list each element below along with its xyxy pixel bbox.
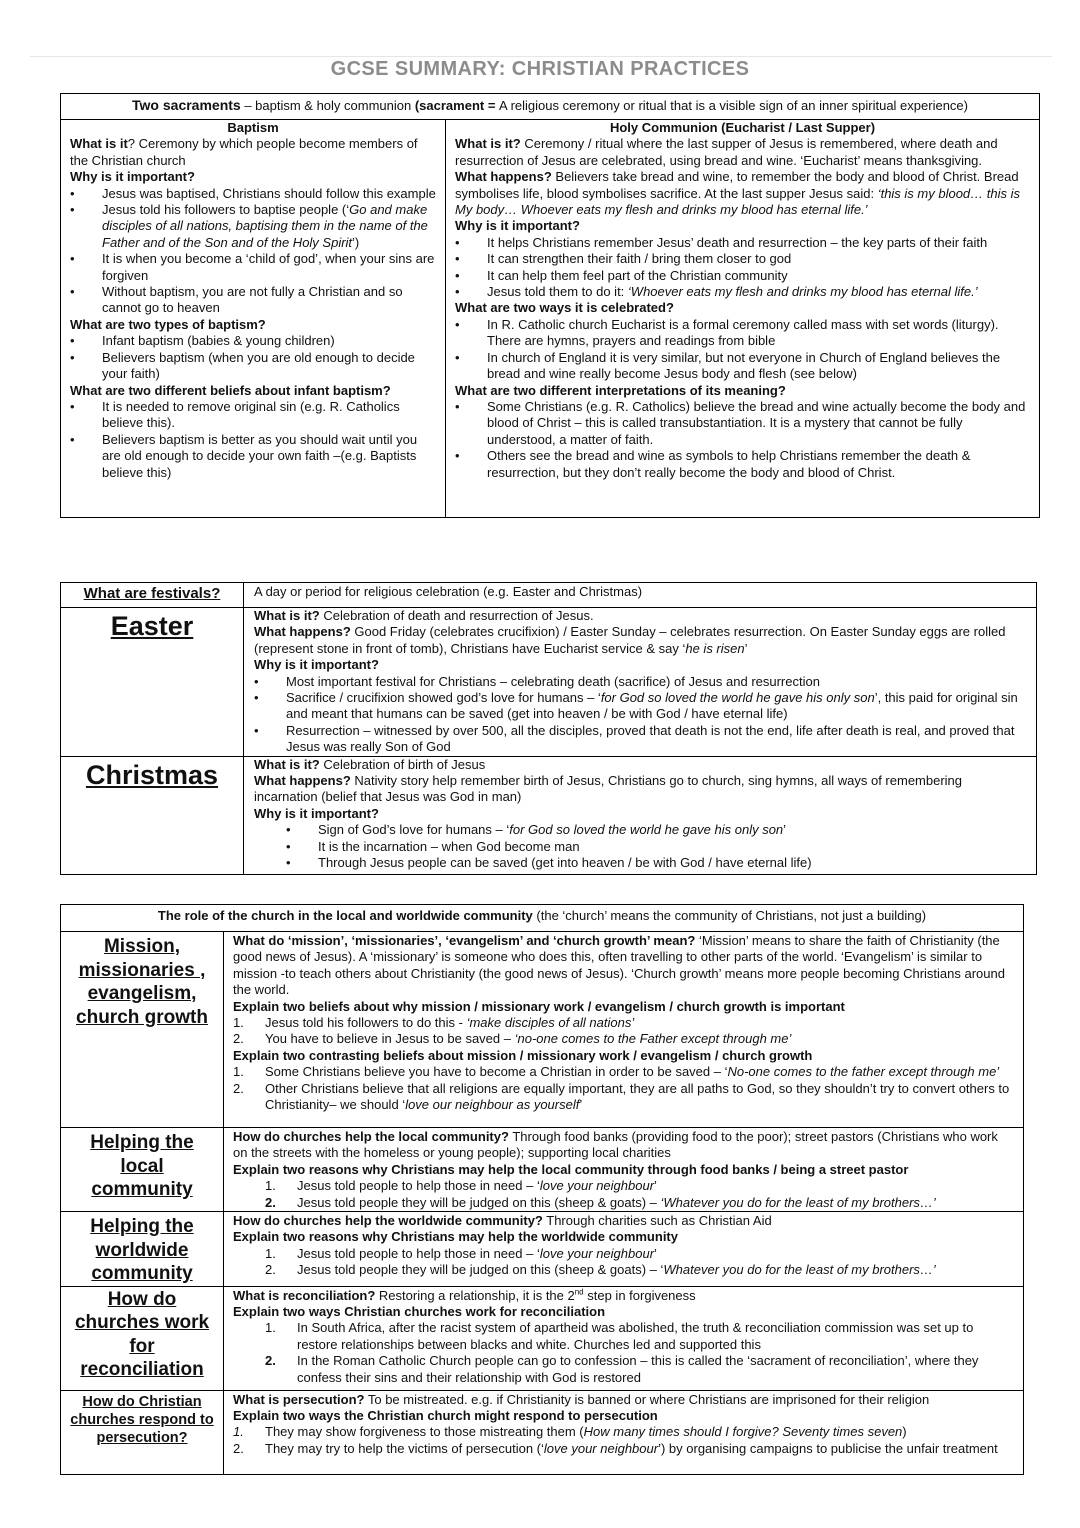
- mission-q1: What do ‘mission’, ‘missionaries’, ‘evangelism’ and ‘church growth’ mean?: [233, 933, 696, 948]
- baptism-what-q: What is it: [70, 136, 128, 152]
- persecution-name: How do Christian churches respond to persecution?: [70, 1393, 214, 1446]
- list-item-quote: How many times should I forgive? Seventy times seven: [583, 1424, 903, 1440]
- list-number: 1.: [233, 1424, 244, 1440]
- communion-ways-list: [455, 317, 1030, 383]
- list-item: • Others see the bread and wine as symbols to help Christians remember the death & resurrection, but they don’t really become the body and blood of Christ.: [455, 448, 1030, 481]
- worldwide-name-cell: [61, 1212, 224, 1287]
- list-item: [233, 1195, 1014, 1211]
- list-number: 2.: [233, 1080, 244, 1096]
- list-item-text-end: ): [902, 1424, 907, 1440]
- list-item-text: Jesus told his followers to baptise people (‘: [102, 202, 350, 218]
- list-item: • Infant baptism (babies & young children): [70, 333, 436, 349]
- christmas-what: [254, 757, 1026, 773]
- easter-cell: [244, 608, 1037, 757]
- list-number: 2.: [265, 1262, 276, 1278]
- festivals-label: What are festivals?: [83, 585, 221, 602]
- baptism-why-q: Why is it important?: [70, 169, 195, 185]
- persecution-q1: What is persecution?: [233, 1391, 365, 1407]
- list-item-quote: ‘make disciples of all nations’: [466, 1015, 635, 1031]
- persecution-what: [233, 1392, 1014, 1408]
- christmas-what-a: Celebration of birth of Jesus: [319, 756, 486, 772]
- local-q2: Explain two reasons why Christians may help the local community through food banks / being a street pastor: [233, 1161, 909, 1177]
- list-item: • Most important festival for Christians – celebrating death (sacrifice) of Jesus and resurrection: [254, 674, 1026, 690]
- christmas-why-q: Why is it important?: [254, 805, 379, 821]
- communion-ways-q: What are two ways it is celebrated?: [455, 300, 674, 316]
- reconciliation-q1: What is reconciliation?: [233, 1287, 376, 1303]
- local-name: Helping the local community: [90, 1132, 194, 1200]
- baptism-beliefs-q: What are two different beliefs about infant baptism?: [70, 382, 391, 398]
- communion-happens-quote: ‘this is my blood… this is My body… Whoever eats my flesh and drinks my blood has eternal life.’: [455, 185, 1021, 218]
- church-header-text: (the ‘church’ means the community of Christians, not just a building): [532, 908, 927, 923]
- list-item-text: Jesus was baptised, Christians should follow this example: [102, 185, 436, 201]
- list-item-quote: Go and make disciples of all nations, baptising them in the name of the Father and of the Son and of the Holy Spirit: [102, 202, 428, 250]
- reconciliation-a1-sup: nd: [574, 1287, 584, 1297]
- reconciliation-q2: Explain two ways Christian churches work for reconciliation: [233, 1303, 606, 1319]
- list-number: 2.: [265, 1194, 276, 1210]
- reconciliation-a1-end: step in forgiveness: [583, 1287, 696, 1303]
- easter-happens-quote: he is risen: [685, 640, 745, 656]
- list-item-quote: for God so loved the world he gave his only son: [509, 822, 784, 838]
- mission-name-cell: [61, 932, 224, 1128]
- list-item: [254, 822, 1026, 838]
- mission-list-2: [233, 1015, 1014, 1048]
- baptism-types-q: What are two types of baptism?: [70, 316, 266, 332]
- list-item-text: Jesus told his followers to do this -: [265, 1015, 467, 1031]
- list-item: [233, 1353, 1014, 1386]
- baptism-types-list: [70, 333, 436, 382]
- list-item-text-end: ’): [352, 234, 360, 250]
- persecution-name-cell: [61, 1390, 224, 1474]
- communion-why-list: [455, 235, 1030, 301]
- worldwide-q1: How do churches help the worldwide community?: [233, 1213, 543, 1229]
- baptism-cell: [61, 120, 446, 518]
- local-cell: [224, 1128, 1024, 1212]
- baptism-heading: Baptism: [227, 120, 279, 135]
- list-item-text: They may show forgiveness to those mistreating them (: [265, 1424, 584, 1440]
- list-item: • It helps Christians remember Jesus’ death and resurrection – the key parts of their faith: [455, 235, 1030, 251]
- list-item-text: Sacrifice / crucifixion showed god’s love for humans – ‘: [286, 690, 601, 706]
- baptism-what-q-mark: ?: [127, 136, 136, 152]
- list-item-text-end: ’: [579, 1097, 583, 1113]
- list-number: 2.: [233, 1031, 244, 1047]
- list-item-text-end: ’, this paid for original sin and meant that humans can be saved (get into heaven / be with God / have eternal life): [286, 690, 1018, 722]
- persecution-cell: [224, 1390, 1024, 1474]
- top-rule: [30, 56, 1052, 57]
- local-list: [233, 1178, 1014, 1211]
- christmas-name-cell: [61, 756, 244, 874]
- list-item-quote: love your neighbour: [543, 1440, 659, 1456]
- list-item: • Believers baptism (when you are old enough to decide your faith): [70, 350, 436, 383]
- baptism-what: [70, 136, 436, 169]
- list-item: • It can help them feel part of the Christian community: [455, 268, 1030, 284]
- communion-why-q: Why is it important?: [455, 218, 580, 234]
- list-item-text-end: ’) by organising campaigns to publicise the unfair treatment: [658, 1440, 998, 1456]
- list-item-text: Jesus told people to help those in need – ‘: [297, 1178, 540, 1194]
- list-item-text: Without baptism, you are not fully a Christian and so cannot go to heaven: [102, 284, 403, 316]
- list-item: • It is needed to remove original sin (e.g. R. Catholics believe this).: [70, 399, 436, 432]
- list-item-text: Jesus told people they will be judged on this (sheep & goats) – ‘: [297, 1262, 664, 1278]
- list-item: • It can strengthen their faith / bring them closer to god: [455, 251, 1030, 267]
- christmas-happens-q: What happens?: [254, 773, 351, 789]
- list-item: [254, 690, 1026, 723]
- easter-what-q: What is it?: [254, 608, 320, 623]
- christmas-happens-a: Nativity story help remember birth of Jesus, Christians go to church, sing hymns, all ways of remembering incarnation (belief that Jesus was God in man): [254, 773, 963, 805]
- baptism-what-a: Ceremony by which people become members of the Christian church: [70, 136, 418, 168]
- list-item-text: Jesus told people to help those in need – ‘: [297, 1245, 540, 1261]
- persecution-a1: To be mistreated. e.g. if Christianity is banned or where Christians are imprisoned for their religion: [364, 1391, 930, 1407]
- communion-heading: Holy Communion (Eucharist / Last Supper): [609, 120, 876, 135]
- list-number: 1.: [265, 1320, 276, 1336]
- list-item-quote: ‘no-one comes to the Father except through me’: [514, 1031, 792, 1047]
- list-number: 1.: [233, 1015, 244, 1031]
- baptism-beliefs-list: [70, 399, 436, 481]
- communion-happens-a: Believers take bread and wine, to remember the body and blood of Christ. Bread symbolises life, blood symbolises sacrifice. At the last supper Jesus said:: [455, 169, 1019, 201]
- reconciliation-name-cell: [61, 1286, 224, 1390]
- worldwide-a1: Through charities such as Christian Aid: [542, 1213, 772, 1229]
- christmas-cell: [244, 756, 1037, 874]
- list-item-quote: love your neighbour: [539, 1178, 655, 1194]
- christmas-what-q: What is it?: [254, 756, 320, 772]
- communion-happens-q: What happens?: [455, 169, 552, 185]
- sacraments-header-title: Two sacraments: [132, 97, 241, 113]
- easter-happens-end: ’: [744, 640, 748, 656]
- church-role-table: [60, 904, 1024, 1475]
- list-item: [70, 186, 436, 202]
- christmas-why-list: [254, 822, 1026, 871]
- list-item-quote: ‘Whoever eats my flesh and drinks my blood has eternal life.’: [627, 284, 978, 300]
- list-item: • Believers baptism is better as you should wait until you are old enough to decide your own faith –(e.g. Baptists believe this): [70, 432, 436, 481]
- mission-meaning: [233, 933, 1014, 999]
- persecution-q2: Explain two ways the Christian church might respond to persecution: [233, 1407, 658, 1423]
- communion-interp-q: What are two different interpretations of its meaning?: [455, 382, 786, 398]
- communion-what: [455, 136, 1030, 169]
- mission-list-3: [233, 1064, 1014, 1113]
- list-item: [70, 202, 436, 251]
- easter-name-cell: [61, 608, 244, 757]
- reconciliation-cell: [224, 1286, 1024, 1390]
- persecution-list: [233, 1424, 1014, 1457]
- list-item-quote: No-one comes to the father except through me’: [727, 1064, 1000, 1080]
- list-item: • Resurrection – witnessed by over 500, all the disciples, proved that death is not the end, life after death is real, and proved that Jesus was really Son of God: [254, 723, 1026, 756]
- sacrament-def-text: A religious ceremony or ritual that is a visible sign of an inner spiritual experience): [499, 98, 968, 113]
- list-number: 1.: [233, 1064, 244, 1080]
- list-item-text: Jesus told them to do it:: [487, 284, 628, 300]
- list-item: [233, 1246, 1014, 1262]
- easter-happens: [254, 624, 1026, 657]
- list-item-text-end: ’: [654, 1245, 657, 1261]
- sacraments-table: [60, 93, 1040, 518]
- reconciliation-a1: Restoring a relationship, it is the 2: [375, 1287, 575, 1303]
- list-item-text: Some Christians believe you have to become a Christian in order to be saved – ‘: [265, 1064, 728, 1080]
- mission-q2: Explain two beliefs about why mission / missionary work / evangelism / church growth is important: [233, 998, 845, 1014]
- list-item: [233, 1441, 1014, 1457]
- local-name-cell: [61, 1128, 224, 1212]
- reconciliation-name: How do churches work for reconciliation: [74, 1288, 210, 1381]
- christmas-name: Christmas: [85, 759, 219, 790]
- list-item: [233, 1031, 1014, 1047]
- mission-name: Mission, missionaries , evangelism, church growth: [76, 936, 208, 1028]
- communion-cell: [446, 120, 1040, 518]
- list-item: [455, 284, 1030, 300]
- list-item-text: In South Africa, after the racist system of apartheid was abolished, the truth & reconciliation commission was set up to restore relationships between blacks and white. Churches led and supported this: [297, 1320, 974, 1352]
- list-item: • It is the incarnation – when God become man: [254, 839, 1026, 855]
- list-item: • Some Christians (e.g. R. Catholics) believe the bread and wine actually become the body and blood of Christ – this is called transubstantiation. It is a mystery that cannot be fully understood, a matter of faith.: [455, 399, 1030, 448]
- worldwide-name: Helping the worldwide community: [90, 1216, 194, 1285]
- local-q1: How do churches help the local community?: [233, 1129, 509, 1144]
- list-item-text: They may try to help the victims of persecution (‘: [265, 1440, 544, 1456]
- list-item-text: It is when you become a ‘child of god’, when your sins are forgiven: [102, 251, 435, 283]
- christmas-happens: [254, 773, 1026, 806]
- page-title: GCSE SUMMARY: CHRISTIAN PRACTICES: [330, 58, 750, 80]
- mission-a1: ‘Mission’ means to share the faith of Christianity (the good news of Jesus). A ‘missionary’ is someone who does this, often travelling to other parts of the world. ‘Evangelism’ is similar to mission -to teach others about Christianity (the good news of Jesus). ‘Church growth’ means more people becoming Christians around the world.: [233, 933, 1005, 998]
- list-item: • In R. Catholic church Eucharist is a formal ceremony called mass with set words (liturgy). There are hymns, prayers and readings from bible: [455, 317, 1030, 350]
- list-item-quote: love your neighbour: [539, 1245, 655, 1261]
- list-number: 1.: [265, 1245, 276, 1261]
- easter-why-list: [254, 674, 1026, 756]
- list-item-quote: ‘Whatever you do for the least of my brothers…’: [660, 1194, 936, 1210]
- list-number: 2.: [265, 1353, 276, 1369]
- mission-cell: [224, 932, 1024, 1128]
- easter-why-q: Why is it important?: [254, 657, 379, 673]
- list-number: 2.: [233, 1440, 244, 1456]
- communion-happens: [455, 169, 1030, 218]
- easter-happens-a: Good Friday (celebrates crucifixion) / Easter Sunday – celebrates resurrection. On Easter Sunday eggs are rolled (represent stone in front of tomb), Christians have Eucharist service & say ‘: [254, 624, 1006, 656]
- list-item: [233, 1081, 1014, 1114]
- sacrament-def-label: (sacrament =: [414, 98, 500, 113]
- baptism-why-list: [70, 186, 436, 317]
- church-header-title: The role of the church in the local and worldwide community: [157, 908, 533, 923]
- worldwide-cell: [224, 1212, 1024, 1287]
- sacraments-header: [61, 94, 1040, 120]
- reconciliation-what: [233, 1288, 1014, 1304]
- list-item-text: In the Roman Catholic Church people can go to confession – this is called the ‘sacrament of reconciliation’, where they confess their sins and their relationship with God is restored: [297, 1353, 979, 1385]
- list-number: 1.: [265, 1178, 276, 1194]
- worldwide-q2: Explain two reasons why Christians may help the worldwide community: [233, 1229, 678, 1245]
- easter-what: [254, 608, 1026, 624]
- festivals-table: [60, 582, 1037, 875]
- list-item: [233, 1262, 1014, 1278]
- list-item: • In church of England it is very similar, but not everyone in Church of England believes the bread and wine really become Jesus body and flesh (see below): [455, 350, 1030, 383]
- communion-interp-list: [455, 399, 1030, 481]
- festivals-definition: A day or period for religious celebration (e.g. Easter and Christmas): [244, 583, 1037, 608]
- list-item: [70, 284, 436, 317]
- list-item: [233, 1015, 1014, 1031]
- list-item: [233, 1178, 1014, 1194]
- local-a1: Through food banks (providing food to the poor); street pastors (Christians who work on the streets with the homeless or young people); supporting local charities: [233, 1129, 998, 1161]
- communion-what-a: Ceremony / ritual where the last supper of Jesus is remembered, where death and resurrection of Jesus are celebrated, using bread and wine. ‘Eucharist’ means thanksgiving.: [455, 136, 998, 168]
- local-how: [233, 1129, 1014, 1162]
- list-item-text: Jesus told people they will be judged on this (sheep & goats) –: [297, 1194, 661, 1210]
- easter-name: Easter: [110, 611, 194, 641]
- easter-happens-q: What happens?: [254, 624, 351, 640]
- reconciliation-list: [233, 1320, 1014, 1386]
- list-item-quote: love our neighbour as yourself: [405, 1097, 580, 1113]
- worldwide-list: [233, 1246, 1014, 1279]
- list-item: [233, 1320, 1014, 1353]
- festivals-label-cell: [61, 583, 244, 608]
- list-item-text: You have to believe in Jesus to be saved –: [265, 1031, 515, 1047]
- list-item-text-end: ’: [783, 822, 787, 838]
- worldwide-how: [233, 1213, 1014, 1229]
- church-header: [61, 905, 1024, 932]
- list-item: [70, 251, 436, 284]
- list-item: [233, 1064, 1014, 1080]
- list-item-quote: Whatever you do for the least of my brothers…’: [663, 1262, 936, 1278]
- sacraments-header-text: – baptism & holy communion: [240, 98, 415, 113]
- mission-q3: Explain two contrasting beliefs about mission / missionary work / evangelism / church growth: [233, 1047, 813, 1063]
- list-item-text: Other Christians believe that all religions are equally important, they are all paths to God, so they shouldn’t try to convert others to Christianity– we should ‘: [265, 1080, 1010, 1113]
- easter-what-a: Celebration of death and resurrection of Jesus.: [319, 608, 594, 623]
- list-item: [233, 1424, 1014, 1440]
- list-item-quote: for God so loved the world he gave his only son: [600, 690, 875, 706]
- communion-what-q: What is it?: [455, 136, 521, 152]
- list-item-text-end: ’: [654, 1178, 657, 1194]
- list-item: • Through Jesus people can be saved (get into heaven / be with God / have eternal life): [254, 855, 1026, 871]
- list-item-text: Sign of God’s love for humans – ‘: [318, 822, 510, 838]
